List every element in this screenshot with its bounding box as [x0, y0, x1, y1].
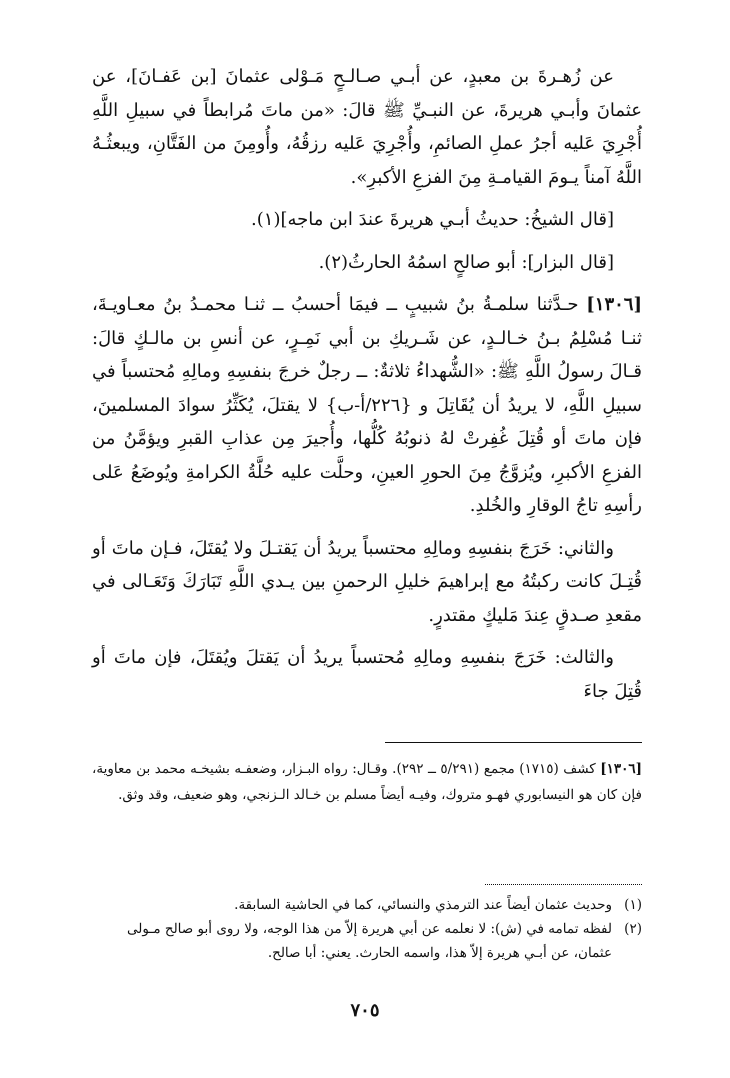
paragraph-bazzar-note: [قال البزار]: أبو صالحٍ اسمُهُ الحارثُ(٢). — [318, 251, 614, 273]
paragraph-second-martyr: والثاني: خَرَجَ بنفسِهِ ومالِهِ محتسباً يريدُ أن يَقتـلَ ولا يُقتَلَ، فـإن ماتَ أو قُتِـلَ كانت ركبتُهُ مع إبراهيمَ خليلِ الرحمنِ بين يـدي اللَّهِ تَبَارَكَ وَتَعَـالى في مقعدِ صـدقٍ عِندَ مَليكٍ مقتدرٍ. — [92, 537, 642, 626]
hadith-text: حـدَّثنا سلمـةُ بنُ شبيبٍ ــ فيمَا أحسبُ ــ ثنـا محمـدُ بنُ معـاويـةَ، ثنـا مُسْلِمُ بـنُ خـالـدٍ، عن شَـريكِ بن أبي نَمِـرٍ، عن أنسِ بن مالـكٍ قالَ: قـالَ رسولُ اللَّهِ ﷺ: «الشُّهداءُ ثلاثةٌ: ــ رجلٌ خرجَ بنفسِهِ ومالِهِ مُحتسباً في سبيلِ اللَّهِ، لا يريدُ أن يُقَاتِلَ و {٢٢٦/أ-ب} لا يقتلَ، يُكَثِّرُ سوادَ المسلمينَ، فإن ماتَ أو قُتِلَ غُفِرتْ لهُ ذنوبُهُ كُلُّها، وأُجيرَ مِن عذابِ القبرِ ويؤمَّنُ من الفزعِ الأكبرِ، ويُزوَّجُ مِنَ الحورِ العينِ، وحلَّت عليه حُلَّةُ الكرامةِ ويُوضَعُ عَلى رأسِهِ تاجُ الوقارِ والخُلدِ. — [92, 294, 642, 516]
paragraph-third-martyr: والثالث: خَرَجَ بنفسِهِ ومالِهِ مُحتسباً يريدُ أن يَقتلَ ويُقتَلَ، فإن ماتَ أو قُتِلَ جاءَ — [92, 647, 642, 702]
page-number: ٧٠٥ — [350, 1000, 380, 1021]
footnote-1 — [92, 893, 642, 917]
takhrij-code: [١٣٠٦] — [600, 761, 643, 777]
takhrij-note — [92, 757, 642, 808]
paragraph-hadith-1306 — [92, 288, 642, 523]
footnote-text: وحديث عثمان أيضاً عند الترمذي والنسائي، كما في الحاشية السابقة. — [234, 897, 612, 913]
footnotes — [92, 893, 642, 965]
paragraph-sheikh-note: [قال الشيخُ: حديثُ أبـي هريرةَ عندَ ابن ماجه](١). — [251, 209, 614, 230]
footnote-2 — [92, 917, 642, 965]
paragraph-hadith-1305-end: عن زُهـرةَ بن معبدٍ، عن أبـي صـالـحٍ مَـوْلى عثمانَ [بن عَفـانَ]، عن عثمانَ وأبـي هريرةَ، عن النبـيِّ ﷺ قالَ: «من ماتَ مُرابطاً في سبيلِ اللَّهِ أُجْرِيَ عَليه أجرُ عملِ الصائمِ، وأُجْرِيَ عَليه رزقُهُ، وأُومِنَ من الفَتَّانِ، ويبعثُـهُ اللَّهُ آمناً يـومَ القيامـةِ مِنَ الفزعِ الأكبرِ». — [92, 66, 642, 188]
takhrij-divider — [385, 742, 642, 743]
footnote-text: لفظه تمامه في (ش): لا نعلمه عن أبي هريرة إلاّ من هذا الوجه، ولا روى أبو صالح مـولى عثمان، عن أبـي هريرة إلاّ هذا، واسمه الحارث. يعني: أبا صالح. — [127, 921, 612, 961]
footnote-number: (١) — [624, 897, 642, 913]
hadith-number: [١٣٠٦] — [586, 294, 642, 315]
takhrij-text: كشف (١٧١٥) مجمع (٥/٢٩١ ــ ٢٩٢). وقـال: رواه البـزار، وضعفـه بشيخـه محمد بن معاوية، فإن كان هو النيسابوري فهـو متروك، وفيـه أيضاً مسلم بن خـالد الـزنجي، وهو ضعيف، وقد وثق. — [92, 761, 642, 803]
main-text — [92, 60, 642, 717]
footnote-number: (٢) — [624, 921, 642, 937]
footnotes-divider — [485, 884, 642, 885]
